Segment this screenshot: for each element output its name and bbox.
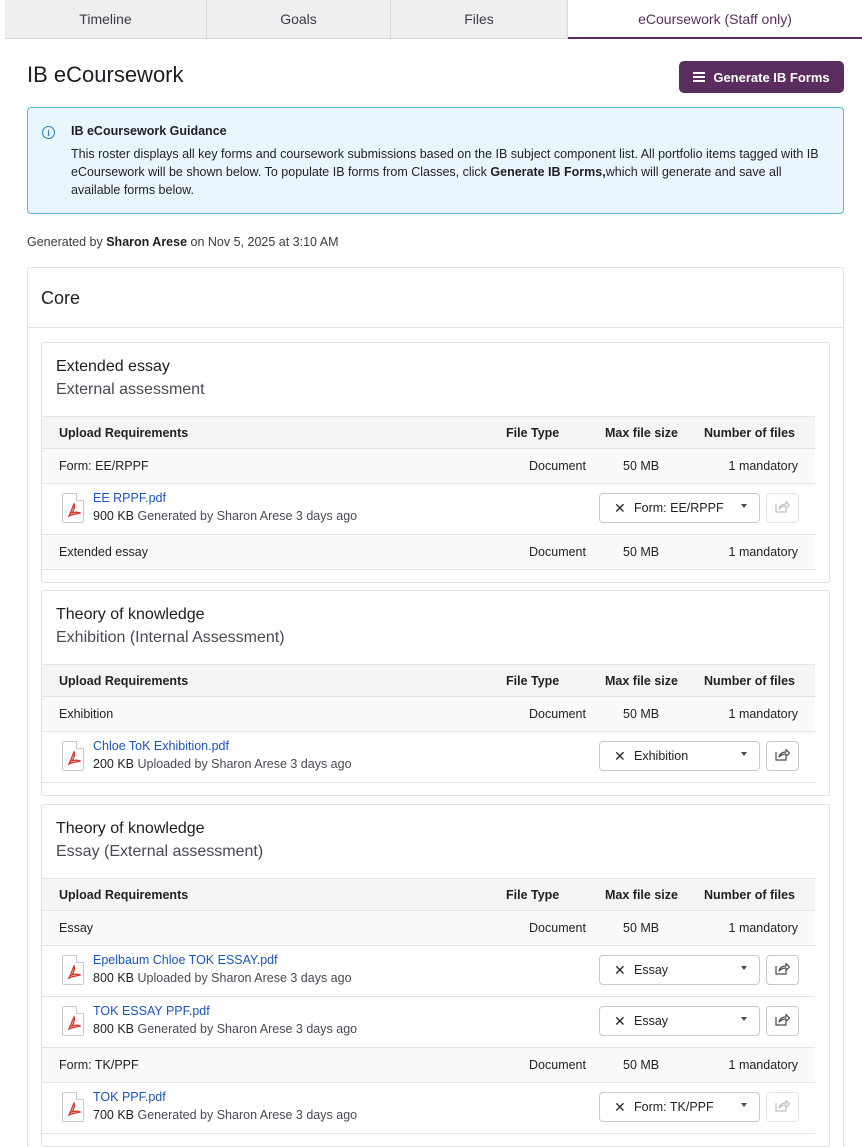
file-uploader-info: Uploaded by Sharon Arese 3 days ago — [137, 971, 352, 985]
requirement-max-size: 50 MB — [623, 545, 660, 559]
header-number-of-files: Number of files — [704, 425, 795, 440]
table-header — [42, 664, 815, 697]
pdf-file-icon — [62, 1092, 84, 1122]
section-title: Theory of knowledge — [56, 820, 205, 837]
tab-timeline[interactable]: Timeline — [5, 0, 207, 38]
file-link[interactable]: Chloe ToK Exhibition.pdf — [93, 739, 229, 753]
generate-ib-forms-button[interactable] — [679, 61, 844, 93]
requirement-file-type: Document — [529, 545, 586, 559]
file-meta — [93, 971, 352, 985]
guidance-text — [71, 145, 831, 199]
pdf-file-icon — [62, 741, 84, 771]
file-row — [42, 1083, 815, 1134]
file-size: 800 KB — [93, 1022, 135, 1036]
requirement-name: Essay — [59, 921, 94, 935]
file-size: 200 KB — [93, 757, 135, 771]
requirement-name: Form: TK/PPF — [59, 1058, 139, 1072]
remove-tag-icon[interactable]: ✕ — [614, 748, 626, 764]
share-button[interactable] — [766, 741, 799, 771]
chevron-down-icon — [741, 1017, 747, 1021]
file-size: 900 KB — [93, 509, 135, 523]
remove-tag-icon[interactable]: ✕ — [614, 962, 626, 978]
tag-select[interactable] — [599, 1092, 760, 1122]
header-file-type: File Type — [506, 673, 560, 688]
share-icon — [775, 748, 790, 764]
generated-user: Sharon Arese — [106, 235, 188, 249]
assessment-section — [41, 342, 830, 583]
requirement-max-size: 50 MB — [623, 707, 660, 721]
share-icon — [775, 1013, 790, 1029]
chevron-down-icon — [741, 752, 747, 756]
tag-select[interactable] — [599, 493, 760, 523]
table-header — [42, 878, 815, 911]
guidance-text-bold: Generate IB Forms, — [490, 165, 606, 179]
section-subtitle: Essay (External assessment) — [56, 843, 264, 860]
share-button[interactable] — [766, 955, 799, 985]
guidance-title: IB eCoursework Guidance — [71, 124, 227, 138]
header-file-type: File Type — [506, 425, 560, 440]
file-link[interactable]: TOK PPF.pdf — [93, 1090, 166, 1104]
tag-select[interactable] — [599, 741, 760, 771]
file-meta — [93, 1022, 357, 1036]
header-upload-requirements: Upload Requirements — [59, 425, 189, 440]
pdf-file-icon — [62, 1006, 84, 1036]
section-subtitle: Exhibition (Internal Assessment) — [56, 629, 285, 646]
file-link[interactable]: EE RPPF.pdf — [93, 491, 166, 505]
generated-prefix: Generated by — [27, 235, 107, 249]
file-meta — [93, 509, 357, 523]
file-uploader-info: Generated by Sharon Arese 3 days ago — [137, 1022, 358, 1036]
file-row — [42, 946, 815, 997]
guidance-text-part: which will generate and save all available forms below. — [71, 165, 782, 197]
generate-ib-forms-label: Generate IB Forms — [713, 69, 830, 85]
tag-value: Form: EE/RPPF — [634, 501, 724, 515]
requirement-count: 1 mandatory — [728, 459, 798, 473]
tab-files[interactable]: Files — [391, 0, 568, 38]
table-header — [42, 416, 815, 449]
file-link[interactable]: Epelbaum Chloe TOK ESSAY.pdf — [93, 953, 278, 967]
file-row — [42, 732, 815, 783]
remove-tag-icon[interactable]: ✕ — [614, 1099, 626, 1115]
file-meta — [93, 757, 352, 771]
share-icon — [775, 962, 790, 978]
share-icon — [775, 1099, 790, 1115]
header-upload-requirements: Upload Requirements — [59, 887, 189, 902]
tag-select[interactable] — [599, 955, 760, 985]
requirement-count: 1 mandatory — [728, 1058, 798, 1072]
requirement-max-size: 50 MB — [623, 921, 660, 935]
file-uploader-info: Generated by Sharon Arese 3 days ago — [137, 1108, 358, 1122]
header-number-of-files: Number of files — [704, 887, 795, 902]
share-button[interactable] — [766, 1092, 799, 1122]
info-icon: i — [42, 126, 55, 139]
header-file-type: File Type — [506, 887, 560, 902]
file-link[interactable]: TOK ESSAY PPF.pdf — [93, 1004, 210, 1018]
header-upload-requirements: Upload Requirements — [59, 673, 189, 688]
requirement-count: 1 mandatory — [728, 545, 798, 559]
requirement-max-size: 50 MB — [623, 459, 660, 473]
requirement-file-type: Document — [529, 707, 586, 721]
tab-bar — [5, 0, 862, 39]
pdf-file-icon — [62, 955, 84, 985]
share-button[interactable] — [766, 1006, 799, 1036]
remove-tag-icon[interactable]: ✕ — [614, 500, 626, 516]
header-max-file-size: Max file size — [605, 673, 678, 688]
requirement-row — [42, 449, 815, 484]
header-max-file-size: Max file size — [605, 887, 678, 902]
file-row — [42, 997, 815, 1048]
requirement-file-type: Document — [529, 1058, 586, 1072]
requirement-row — [42, 1048, 815, 1083]
requirement-file-type: Document — [529, 459, 586, 473]
tab-goals[interactable]: Goals — [207, 0, 391, 38]
requirement-count: 1 mandatory — [728, 921, 798, 935]
file-row — [42, 484, 815, 535]
divider — [28, 327, 843, 328]
guidance-text-part: This roster displays all key forms and coursework submissions based on the IB subject component list. All portfolio items tagged with IB eCoursework will be shown below. To populate IB forms from Classes, click — [71, 147, 819, 179]
header-max-file-size: Max file size — [605, 425, 678, 440]
chevron-down-icon — [741, 966, 747, 970]
tag-value: Form: TK/PPF — [634, 1100, 714, 1114]
generated-info — [27, 235, 339, 249]
guidance-banner — [27, 107, 844, 214]
file-uploader-info: Generated by Sharon Arese 3 days ago — [137, 509, 358, 523]
assessment-section — [41, 590, 830, 796]
file-size: 700 KB — [93, 1108, 135, 1122]
requirement-name: Exhibition — [59, 707, 114, 721]
file-size: 800 KB — [93, 971, 135, 985]
core-title: Core — [41, 288, 81, 308]
chevron-down-icon — [741, 504, 747, 508]
requirement-row — [42, 697, 815, 732]
section-title: Extended essay — [56, 358, 170, 375]
chevron-down-icon — [741, 1103, 747, 1107]
requirement-name: Extended essay — [59, 545, 148, 559]
requirement-row — [42, 535, 815, 570]
file-uploader-info: Uploaded by Sharon Arese 3 days ago — [137, 757, 352, 771]
list-icon — [693, 72, 705, 82]
section-title: Theory of knowledge — [56, 606, 205, 623]
header-number-of-files: Number of files — [704, 673, 795, 688]
remove-tag-icon[interactable]: ✕ — [614, 1013, 626, 1029]
requirement-row — [42, 911, 815, 946]
requirement-file-type: Document — [529, 921, 586, 935]
page-title: IB eCoursework — [27, 62, 184, 87]
tag-value: Essay — [634, 963, 669, 977]
assessment-section — [41, 804, 830, 1147]
tag-select[interactable] — [599, 1006, 760, 1036]
generated-date: on Nov 5, 2025 at 3:10 AM — [187, 235, 339, 249]
tab-ecoursework[interactable]: eCoursework (Staff only) — [568, 0, 862, 39]
file-meta — [93, 1108, 357, 1122]
requirement-max-size: 50 MB — [623, 1058, 660, 1072]
share-button[interactable] — [766, 493, 799, 523]
section-subtitle: External assessment — [56, 381, 205, 398]
requirement-name: Form: EE/RPPF — [59, 459, 149, 473]
requirement-count: 1 mandatory — [728, 707, 798, 721]
pdf-file-icon — [62, 493, 84, 523]
tag-value: Essay — [634, 1014, 669, 1028]
share-icon — [775, 500, 790, 516]
tag-value: Exhibition — [634, 749, 689, 763]
